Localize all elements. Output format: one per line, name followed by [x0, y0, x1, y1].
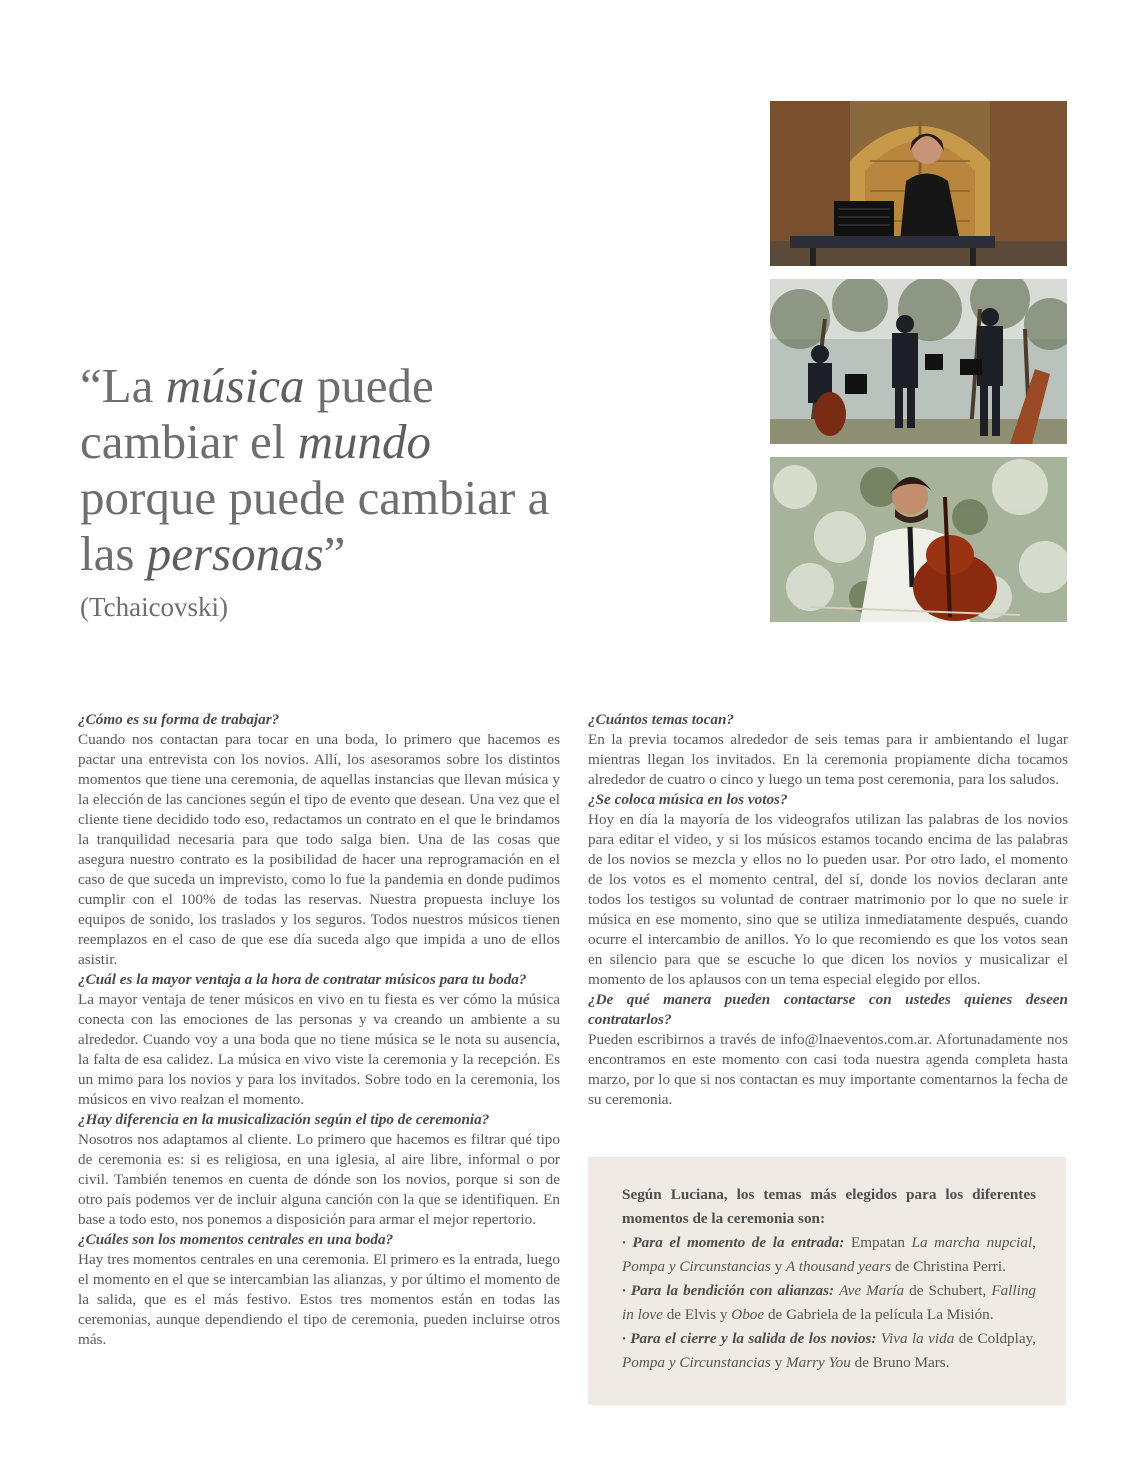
interview-answer: La mayor ventaja de tener músicos en vivo en tu fiesta es ver cómo la música conecta con las emociones de las personas y va creando un ambiente a su alrededor. Cuando voy a una boda que no tiene música se le nota su ausencia, la falta de esa calidez. La música en vivo viste la ceremonia y la recepción. Es un mimo para los novios y para los invitados. Sobre todo en la ceremonia, los músicos en vivo realzan el momento.: [78, 991, 560, 1108]
photo-cellist: [770, 457, 1067, 622]
quote-text: porque puede cambiar a las: [80, 470, 550, 581]
quote-text: puede cambiar el: [80, 358, 434, 469]
quote-emphasis: mundo: [297, 414, 432, 469]
song-title: Pompa y Circunstancias: [622, 1258, 771, 1275]
photo-pianist: [770, 101, 1067, 266]
sidebar-text: de Gabriela de la película La Misión.: [764, 1306, 994, 1323]
sidebar-item: [622, 1231, 1036, 1279]
sidebar-item-lead: · Para el momento de la entrada:: [622, 1234, 845, 1251]
quote-text: “La: [80, 358, 166, 413]
sidebar-text: de Elvis y: [662, 1306, 732, 1323]
interview-answer: Cuando nos contactan para tocar en una boda, lo primero que hacemos es pactar una entrevista con los novios. Allí, los asesoramos sobre los distintos momentos que tiene una ceremonia, de aquellas instancias que llevan música y la elección de las canciones según el tipo de evento que desean. Una vez que el cliente tiene decidido todo eso, redactamos un contrato en el que le brindamos la tranquilidad necesaria para que todo salga bien. Una de las cosas que asegura nuestro contrato es la posibilidad de hacer una reprogramación en el caso de que suceda un imprevisto, como lo fue la pandemia en donde pudimos cumplir con el 100% de todas las reservas. Nuestra propuesta incluye los equipos de sonido, los traslados y los seguros. Todos nuestros músicos tienen reemplazos en el caso de que ese día suceda algo que impida a uno de ellos asistir.: [78, 731, 560, 968]
sidebar-text: ,: [1032, 1234, 1036, 1251]
interview-question: ¿Cómo es su forma de trabajar?: [78, 711, 280, 728]
sidebar-item-lead: · Para la bendición con alianzas:: [622, 1282, 835, 1299]
sidebar-title: Según Luciana, los temas más elegidos para los diferentes momentos de la ceremonia son:: [622, 1186, 1036, 1227]
song-title: Oboe: [731, 1306, 765, 1323]
song-title: La marcha nupcial: [911, 1234, 1033, 1251]
song-title: Falling in love: [622, 1282, 1037, 1323]
interview-answer: Hoy en día la mayoría de los videografos utilizan las palabras de los novios para editar el video, y si los músicos estamos tocando encima de las palabras de los novios se mezcla y ellos no lo pueden usar. Por otro lado, el momento de los votos es el momento central, del sí, donde los novios declaran ante todos los testigos su voluntad de contraer matrimonio por lo que no suele ir música en ese momento, sino que se utiliza inmediatamente después, cuando ocurre el intercambio de anillos. Yo lo que recomiendo es que los votos sean en silencio para que se escuche lo que dicen los novios y musicalizar el momento de los aplausos con un tema especial elegido por ellos.: [588, 811, 1068, 988]
sidebar-item-lead: · Para el cierre y la salida de los novios:: [622, 1330, 877, 1347]
song-title: A thousand years: [785, 1258, 892, 1275]
interview-answer: Pueden escribirnos a través de info@lnaeventos.com.ar. Afortunadamente nos encontramos en este momento con casi toda nuestra agenda completa hasta marzo, por lo que si nos contactan es muy importante comentarnos la fecha de su ceremonia.: [588, 1031, 1068, 1108]
sidebar-text: de Bruno Mars.: [850, 1354, 950, 1371]
quote-emphasis: personas: [146, 526, 324, 581]
interview-question: ¿Hay diferencia en la musicalización según el tipo de ceremonia?: [78, 1111, 490, 1128]
sidebar-text: de Coldplay,: [954, 1330, 1036, 1347]
sidebar-text: de Christina Perri.: [891, 1258, 1006, 1275]
interview-answer: Hay tres momentos centrales en una ceremonia. El primero es la entrada, luego el momento en el que se intercambian las alianzas, y por último el momento de la salida, que es el más festivo. Estos tres momentos están en todas las ceremonias, aunque dependiendo el tipo de ceremonia, pueden incluirse otros más.: [78, 1251, 560, 1348]
interview-answer: Nosotros nos adaptamos al cliente. Lo primero que hacemos es filtrar qué tipo de ceremonia es: si es religiosa, en una iglesia, al aire libre, informal o por civil. También tenemos en cuenta de dónde son los novios, porque si son de otro país podemos ver de incluir alguna canción con la que se identifiquen. En base a todo esto, nos ponemos a disposición para armar el mejor repertorio.: [78, 1131, 560, 1228]
quote-text: ”: [323, 526, 346, 581]
song-title: Ave María: [839, 1282, 905, 1299]
quote-emphasis: música: [165, 358, 305, 413]
sidebar-text: y: [770, 1354, 786, 1371]
interview-question: ¿Cuáles son los momentos centrales en una boda?: [78, 1231, 394, 1248]
sidebar-text: de Schubert,: [904, 1282, 992, 1299]
song-title: Pompa y Circunstancias: [622, 1354, 771, 1371]
quote-author: (Tchaicovski): [80, 592, 229, 622]
song-title: Viva la vida: [880, 1330, 955, 1347]
songs-sidebar: [588, 1157, 1066, 1405]
song-title: Marry You: [785, 1354, 851, 1371]
article-column-left: [78, 710, 560, 1350]
article-column-right: [588, 710, 1068, 1110]
interview-question: ¿Cuántos temas tocan?: [588, 711, 734, 728]
interview-question: ¿Cuál es la mayor ventaja a la hora de contratar músicos para tu boda?: [78, 971, 527, 988]
sidebar-text: Empatan: [844, 1234, 912, 1251]
sidebar-item: [622, 1327, 1036, 1375]
interview-answer: En la previa tocamos alrededor de seis temas para ir ambientando el lugar mientras llegan los invitados. En la ceremonia propiamente dicha tocamos alrededor de cuatro o cinco y luego un tema post ceremonia, para los saludos.: [588, 731, 1068, 788]
interview-question: ¿Se coloca música en los votos?: [588, 791, 788, 808]
sidebar-item: [622, 1279, 1036, 1327]
interview-question: ¿De qué manera pueden contactarse con ustedes quienes deseen contratarlos?: [588, 991, 1068, 1028]
pull-quote: [80, 358, 560, 624]
photo-string-trio: [770, 279, 1067, 444]
sidebar-text: y: [770, 1258, 786, 1275]
